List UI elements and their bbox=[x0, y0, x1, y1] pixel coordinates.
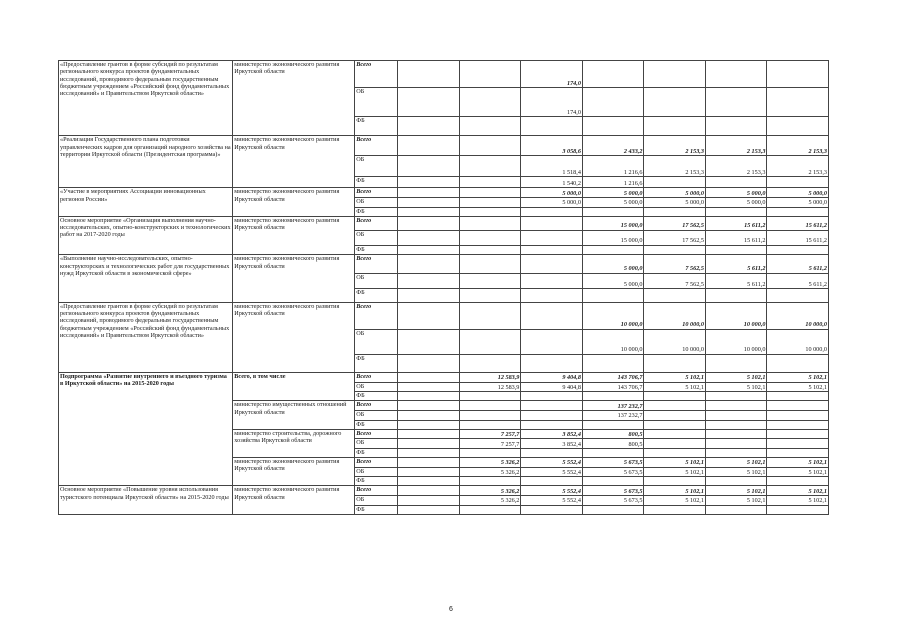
value-cell bbox=[459, 230, 521, 245]
value-cell: 5 552,4 bbox=[521, 467, 583, 477]
value-cell: 5 102,1 bbox=[705, 458, 767, 468]
table-body bbox=[59, 61, 829, 515]
value-cell bbox=[521, 216, 583, 230]
value-cell: 5 000,0 bbox=[582, 188, 644, 198]
value-cell: 174,0 bbox=[521, 87, 583, 116]
source-cell: ФБ bbox=[355, 207, 398, 216]
value-cell: 5 552,4 bbox=[521, 486, 583, 496]
value-cell: 7 257,7 bbox=[459, 429, 521, 439]
value-cell: 5 102,1 bbox=[705, 496, 767, 506]
value-cell bbox=[398, 177, 460, 188]
value-cell bbox=[582, 505, 644, 514]
value-cell: 137 232,7 bbox=[582, 401, 644, 411]
executor-cell: министерство имущественных отношений Иркутской области bbox=[233, 401, 355, 429]
value-cell bbox=[767, 505, 829, 514]
value-cell: 10 000,0 bbox=[705, 302, 767, 329]
value-cell bbox=[459, 354, 521, 372]
empty-cell bbox=[398, 392, 460, 401]
value-cell bbox=[398, 155, 460, 177]
value-cell bbox=[459, 392, 521, 401]
value-cell: 15 000,0 bbox=[582, 216, 644, 230]
value-cell: 5 102,1 bbox=[644, 382, 706, 392]
value-cell: 10 000,0 bbox=[582, 302, 644, 329]
source-cell: Всего bbox=[355, 458, 398, 468]
value-cell bbox=[459, 420, 521, 429]
table-row bbox=[59, 372, 829, 382]
executor-cell: министерство экономического развития Иркутской области bbox=[233, 302, 355, 372]
value-cell: 1 216,6 bbox=[582, 155, 644, 177]
value-cell bbox=[459, 255, 521, 273]
empty-cell bbox=[398, 410, 460, 420]
empty-cell bbox=[398, 420, 460, 429]
value-cell: 5 102,1 bbox=[767, 382, 829, 392]
value-cell: 9 404,8 bbox=[521, 382, 583, 392]
value-cell bbox=[398, 61, 460, 88]
value-cell bbox=[459, 87, 521, 116]
value-cell: 2 153,3 bbox=[767, 136, 829, 155]
value-cell bbox=[767, 392, 829, 401]
value-cell bbox=[459, 61, 521, 88]
empty-cell bbox=[398, 496, 460, 506]
empty-cell bbox=[398, 477, 460, 486]
value-cell bbox=[644, 87, 706, 116]
value-cell bbox=[521, 392, 583, 401]
source-cell: Всего bbox=[355, 486, 398, 496]
value-cell: 7 562,5 bbox=[644, 255, 706, 273]
value-cell bbox=[521, 449, 583, 458]
value-cell: 5 000,0 bbox=[582, 273, 644, 288]
source-cell: Всего bbox=[355, 136, 398, 155]
table-row bbox=[59, 486, 829, 496]
value-cell bbox=[644, 477, 706, 486]
page-number: 6 bbox=[449, 606, 453, 613]
value-cell: 10 000,0 bbox=[582, 329, 644, 354]
value-cell bbox=[767, 61, 829, 88]
executor-cell: министерство экономического развития Иркутской области bbox=[233, 136, 355, 188]
value-cell bbox=[582, 207, 644, 216]
value-cell bbox=[644, 449, 706, 458]
source-cell: Всего bbox=[355, 188, 398, 198]
value-cell bbox=[398, 207, 460, 216]
value-cell: 1 540,2 bbox=[521, 177, 583, 188]
value-cell bbox=[705, 87, 767, 116]
source-cell: Всего bbox=[355, 401, 398, 411]
value-cell: 5 000,0 bbox=[582, 197, 644, 207]
value-cell: 15 000,0 bbox=[582, 230, 644, 245]
source-cell: ОБ bbox=[355, 87, 398, 116]
value-cell bbox=[705, 117, 767, 136]
value-cell bbox=[398, 136, 460, 155]
value-cell: 5 102,1 bbox=[767, 496, 829, 506]
value-cell: 143 706,7 bbox=[582, 382, 644, 392]
value-cell bbox=[705, 410, 767, 420]
source-cell: ОБ bbox=[355, 329, 398, 354]
value-cell bbox=[459, 188, 521, 198]
value-cell bbox=[705, 505, 767, 514]
value-cell bbox=[459, 155, 521, 177]
source-cell: ФБ bbox=[355, 177, 398, 188]
value-cell bbox=[705, 449, 767, 458]
value-cell bbox=[459, 117, 521, 136]
source-cell: ОБ bbox=[355, 273, 398, 288]
empty-cell bbox=[398, 458, 460, 468]
activity-name-cell: «Предоставление грантов в форме субсидий по результатам регионального конкурса проектов фундаментальных исследований, проводимого федеральным государственным бюджетным учреждением «Российский фонд фундаментальных исследований» и Правительством Иркутской области» bbox=[59, 61, 233, 136]
empty-cell bbox=[398, 429, 460, 439]
value-cell bbox=[398, 354, 460, 372]
table-row bbox=[59, 255, 829, 273]
source-cell: ОБ bbox=[355, 496, 398, 506]
value-cell: 5 102,1 bbox=[705, 382, 767, 392]
source-cell: ФБ bbox=[355, 245, 398, 255]
value-cell bbox=[459, 477, 521, 486]
value-cell: 5 326,2 bbox=[459, 486, 521, 496]
value-cell: 5 102,1 bbox=[767, 372, 829, 382]
value-cell bbox=[459, 288, 521, 302]
value-cell bbox=[644, 117, 706, 136]
executor-cell: министерство экономического развития Иркутской области bbox=[233, 216, 355, 255]
value-cell bbox=[582, 449, 644, 458]
value-cell bbox=[705, 420, 767, 429]
value-cell: 5 102,1 bbox=[705, 467, 767, 477]
value-cell bbox=[582, 477, 644, 486]
value-cell: 5 102,1 bbox=[767, 458, 829, 468]
value-cell: 2 153,3 bbox=[705, 136, 767, 155]
value-cell: 10 000,0 bbox=[644, 329, 706, 354]
value-cell bbox=[398, 288, 460, 302]
value-cell: 5 102,1 bbox=[767, 486, 829, 496]
value-cell bbox=[705, 61, 767, 88]
subprogram-name-cell: Подпрограмма «Развитие внутреннего и въездного туризма в Иркутской области» на 2015-2020 годы bbox=[59, 372, 233, 485]
value-cell: 3 852,4 bbox=[521, 439, 583, 449]
executor-cell: Всего, в том числе bbox=[233, 372, 355, 400]
executor-cell: министерство экономического развития Иркутской области bbox=[233, 255, 355, 302]
value-cell bbox=[767, 207, 829, 216]
value-cell: 10 000,0 bbox=[767, 302, 829, 329]
executor-cell: министерство экономического развития Иркутской области bbox=[233, 458, 355, 486]
value-cell bbox=[398, 273, 460, 288]
value-cell: 5 326,2 bbox=[459, 496, 521, 506]
value-cell bbox=[705, 177, 767, 188]
value-cell bbox=[582, 87, 644, 116]
value-cell bbox=[644, 429, 706, 439]
source-cell: ОБ bbox=[355, 197, 398, 207]
source-cell: Всего bbox=[355, 61, 398, 88]
value-cell bbox=[767, 420, 829, 429]
empty-cell bbox=[398, 486, 460, 496]
source-cell: ФБ bbox=[355, 392, 398, 401]
value-cell bbox=[644, 354, 706, 372]
value-cell: 5 000,0 bbox=[644, 188, 706, 198]
value-cell bbox=[705, 401, 767, 411]
value-cell: 174,0 bbox=[521, 61, 583, 88]
value-cell bbox=[459, 505, 521, 514]
value-cell bbox=[398, 197, 460, 207]
value-cell: 10 000,0 bbox=[767, 329, 829, 354]
value-cell bbox=[644, 61, 706, 88]
value-cell bbox=[398, 216, 460, 230]
value-cell bbox=[521, 273, 583, 288]
value-cell: 5 102,1 bbox=[644, 486, 706, 496]
activity-name-cell: Основное мероприятие «Организация выполнения научно-исследовательских, опытно-конструкторских и технологических работ на 2017-2020 годы bbox=[59, 216, 233, 255]
table-row bbox=[59, 216, 829, 230]
value-cell bbox=[767, 288, 829, 302]
source-cell: ФБ bbox=[355, 505, 398, 514]
value-cell bbox=[582, 354, 644, 372]
value-cell bbox=[582, 288, 644, 302]
value-cell bbox=[459, 245, 521, 255]
value-cell: 5 000,0 bbox=[705, 197, 767, 207]
value-cell: 5 673,5 bbox=[582, 467, 644, 477]
value-cell: 5 000,0 bbox=[521, 188, 583, 198]
value-cell bbox=[398, 245, 460, 255]
value-cell bbox=[705, 477, 767, 486]
value-cell: 15 611,2 bbox=[705, 216, 767, 230]
value-cell bbox=[582, 420, 644, 429]
empty-cell bbox=[398, 449, 460, 458]
source-cell: ФБ bbox=[355, 420, 398, 429]
value-cell: 5 611,2 bbox=[767, 273, 829, 288]
value-cell: 5 102,1 bbox=[705, 486, 767, 496]
value-cell: 5 326,2 bbox=[459, 467, 521, 477]
source-cell: ОБ bbox=[355, 155, 398, 177]
value-cell bbox=[459, 449, 521, 458]
value-cell: 2 153,3 bbox=[705, 155, 767, 177]
activity-name-cell: Основное мероприятие «Повышение уровня использования туристского потенциала Иркутской области» на 2015-2020 годы bbox=[59, 486, 233, 515]
executor-cell: министерство экономического развития Иркутской области bbox=[233, 486, 355, 515]
source-cell: Всего bbox=[355, 302, 398, 329]
source-cell: ФБ bbox=[355, 288, 398, 302]
value-cell: 7 257,7 bbox=[459, 439, 521, 449]
value-cell: 143 706,7 bbox=[582, 372, 644, 382]
value-cell bbox=[521, 117, 583, 136]
value-cell bbox=[521, 477, 583, 486]
value-cell bbox=[459, 177, 521, 188]
empty-cell bbox=[398, 401, 460, 411]
source-cell: ФБ bbox=[355, 477, 398, 486]
value-cell bbox=[459, 216, 521, 230]
value-cell bbox=[644, 392, 706, 401]
value-cell bbox=[767, 401, 829, 411]
source-cell: Всего bbox=[355, 255, 398, 273]
value-cell bbox=[521, 354, 583, 372]
value-cell: 9 404,8 bbox=[521, 372, 583, 382]
value-cell bbox=[705, 392, 767, 401]
empty-cell bbox=[398, 372, 460, 382]
value-cell: 1 518,4 bbox=[521, 155, 583, 177]
table-row bbox=[59, 302, 829, 329]
table-row bbox=[59, 61, 829, 88]
executor-cell: министерство строительства, дорожного хозяйства Иркутской области bbox=[233, 429, 355, 457]
value-cell bbox=[644, 288, 706, 302]
value-cell bbox=[521, 329, 583, 354]
value-cell bbox=[582, 392, 644, 401]
value-cell: 5 611,2 bbox=[705, 273, 767, 288]
value-cell bbox=[644, 245, 706, 255]
value-cell: 5 552,4 bbox=[521, 458, 583, 468]
source-cell: ФБ bbox=[355, 117, 398, 136]
value-cell bbox=[521, 401, 583, 411]
value-cell: 2 153,3 bbox=[644, 155, 706, 177]
value-cell bbox=[767, 410, 829, 420]
value-cell: 5 102,1 bbox=[644, 458, 706, 468]
activity-name-cell: «Предоставление грантов в форме субсидий по результатам регионального конкурса проектов фундаментальных исследований, проводимого федеральным государственным бюджетным учреждением «Российский фонд фундаментальных исследований» и Правительством Иркутской области» bbox=[59, 302, 233, 372]
value-cell bbox=[644, 207, 706, 216]
value-cell: 7 562,5 bbox=[644, 273, 706, 288]
value-cell bbox=[521, 505, 583, 514]
value-cell: 5 102,1 bbox=[767, 467, 829, 477]
value-cell bbox=[767, 439, 829, 449]
value-cell bbox=[582, 61, 644, 88]
value-cell bbox=[767, 429, 829, 439]
source-cell: ОБ bbox=[355, 230, 398, 245]
value-cell: 5 000,0 bbox=[644, 197, 706, 207]
value-cell bbox=[644, 439, 706, 449]
value-cell: 2 433,2 bbox=[582, 136, 644, 155]
value-cell: 3 852,4 bbox=[521, 429, 583, 439]
value-cell bbox=[459, 136, 521, 155]
value-cell bbox=[398, 230, 460, 245]
value-cell: 1 216,6 bbox=[582, 177, 644, 188]
empty-cell bbox=[398, 382, 460, 392]
value-cell bbox=[767, 177, 829, 188]
value-cell: 5 102,1 bbox=[705, 372, 767, 382]
value-cell: 5 673,5 bbox=[582, 486, 644, 496]
value-cell: 5 102,1 bbox=[644, 467, 706, 477]
value-cell bbox=[767, 449, 829, 458]
value-cell: 3 058,6 bbox=[521, 136, 583, 155]
empty-cell bbox=[398, 467, 460, 477]
value-cell: 15 611,2 bbox=[767, 230, 829, 245]
value-cell bbox=[644, 505, 706, 514]
value-cell: 17 562,5 bbox=[644, 230, 706, 245]
value-cell: 5 673,5 bbox=[582, 458, 644, 468]
value-cell bbox=[459, 273, 521, 288]
table-row bbox=[59, 136, 829, 155]
value-cell bbox=[767, 477, 829, 486]
value-cell bbox=[644, 401, 706, 411]
source-cell: ФБ bbox=[355, 354, 398, 372]
source-cell: Всего bbox=[355, 216, 398, 230]
value-cell bbox=[459, 410, 521, 420]
value-cell: 5 326,2 bbox=[459, 458, 521, 468]
value-cell bbox=[767, 117, 829, 136]
value-cell bbox=[705, 354, 767, 372]
value-cell: 2 153,3 bbox=[644, 136, 706, 155]
value-cell: 5 611,2 bbox=[705, 255, 767, 273]
value-cell bbox=[521, 245, 583, 255]
value-cell: 5 000,0 bbox=[767, 197, 829, 207]
value-cell bbox=[398, 117, 460, 136]
value-cell bbox=[398, 188, 460, 198]
value-cell bbox=[521, 302, 583, 329]
source-cell: Всего bbox=[355, 429, 398, 439]
value-cell bbox=[521, 288, 583, 302]
value-cell bbox=[705, 288, 767, 302]
value-cell bbox=[459, 401, 521, 411]
value-cell: 5 000,0 bbox=[767, 188, 829, 198]
budget-table bbox=[58, 60, 829, 515]
source-cell: Всего bbox=[355, 372, 398, 382]
value-cell bbox=[705, 207, 767, 216]
value-cell: 5 673,5 bbox=[582, 496, 644, 506]
value-cell bbox=[767, 245, 829, 255]
value-cell: 15 611,2 bbox=[705, 230, 767, 245]
value-cell bbox=[644, 410, 706, 420]
value-cell: 5 552,4 bbox=[521, 496, 583, 506]
value-cell bbox=[521, 410, 583, 420]
value-cell: 800,5 bbox=[582, 439, 644, 449]
executor-cell: министерство экономического развития Иркутской области bbox=[233, 188, 355, 216]
value-cell bbox=[644, 420, 706, 429]
value-cell: 15 611,2 bbox=[767, 216, 829, 230]
value-cell bbox=[767, 87, 829, 116]
value-cell: 5 102,1 bbox=[644, 496, 706, 506]
value-cell: 137 232,7 bbox=[582, 410, 644, 420]
source-cell: ФБ bbox=[355, 449, 398, 458]
value-cell: 2 153,3 bbox=[767, 155, 829, 177]
value-cell: 10 000,0 bbox=[644, 302, 706, 329]
value-cell bbox=[398, 255, 460, 273]
value-cell bbox=[521, 207, 583, 216]
source-cell: ОБ bbox=[355, 382, 398, 392]
value-cell bbox=[705, 245, 767, 255]
value-cell bbox=[398, 302, 460, 329]
value-cell: 5 000,0 bbox=[521, 197, 583, 207]
activity-name-cell: «Выполнение научно-исследовательских, опытно-конструкторских и технологических работ для государственных нужд Иркутской области в экономической сфере» bbox=[59, 255, 233, 302]
value-cell bbox=[705, 429, 767, 439]
value-cell: 800,5 bbox=[582, 429, 644, 439]
value-cell bbox=[521, 255, 583, 273]
value-cell: 17 562,5 bbox=[644, 216, 706, 230]
value-cell bbox=[521, 420, 583, 429]
activity-name-cell: «Участие в мероприятиях Ассоциации инновационных регионов России» bbox=[59, 188, 233, 216]
value-cell: 10 000,0 bbox=[705, 329, 767, 354]
value-cell bbox=[521, 230, 583, 245]
value-cell: 5 102,1 bbox=[644, 372, 706, 382]
value-cell: 12 583,9 bbox=[459, 382, 521, 392]
value-cell bbox=[398, 87, 460, 116]
value-cell: 12 583,9 bbox=[459, 372, 521, 382]
table-row bbox=[59, 188, 829, 198]
executor-cell: министерство экономического развития Иркутской области bbox=[233, 61, 355, 136]
value-cell bbox=[459, 197, 521, 207]
source-cell: ОБ bbox=[355, 467, 398, 477]
empty-cell bbox=[398, 505, 460, 514]
empty-cell bbox=[398, 439, 460, 449]
value-cell bbox=[644, 177, 706, 188]
value-cell bbox=[582, 245, 644, 255]
source-cell: ОБ bbox=[355, 410, 398, 420]
value-cell bbox=[705, 439, 767, 449]
value-cell bbox=[767, 354, 829, 372]
value-cell bbox=[582, 117, 644, 136]
value-cell bbox=[398, 329, 460, 354]
value-cell bbox=[459, 329, 521, 354]
value-cell: 5 000,0 bbox=[582, 255, 644, 273]
value-cell: 5 000,0 bbox=[705, 188, 767, 198]
value-cell bbox=[459, 207, 521, 216]
source-cell: ОБ bbox=[355, 439, 398, 449]
value-cell bbox=[459, 302, 521, 329]
activity-name-cell: «Реализация Государственного плана подготовки управленческих кадров для организаций народного хозяйства на территории Иркутской области (Президентская программа)» bbox=[59, 136, 233, 188]
value-cell: 5 611,2 bbox=[767, 255, 829, 273]
